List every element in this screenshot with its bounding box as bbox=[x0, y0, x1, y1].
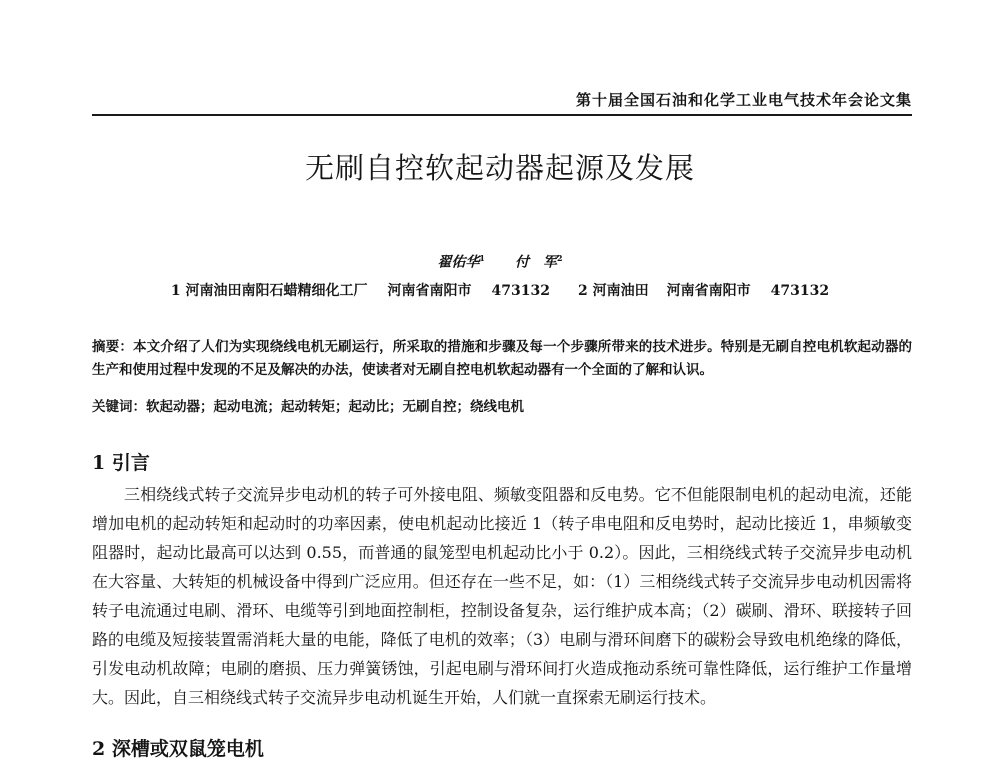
keywords-label: 关键词： bbox=[92, 399, 146, 415]
affiliation-2-zip: 473132 bbox=[770, 283, 830, 299]
paper-title: 无刷自控软起动器起源及发展 bbox=[304, 151, 695, 185]
author-line bbox=[0, 248, 1000, 273]
abstract-label: 摘要： bbox=[92, 339, 134, 355]
abstract-text: 本文介绍了人们为实现绕线电机无刷运行，所采取的措施和步骤及每一个步骤所带来的技术进步。特别是无刷自控电机软起动器的生产和使用过程中发现的不足及解决的办法，使读者对无刷自控电机软起动器有一个全面的了解和认识。 bbox=[92, 339, 913, 378]
section-2-heading: 2 深槽或双鼠笼电机 bbox=[92, 738, 264, 760]
author-2-name: 付 军 bbox=[515, 254, 557, 271]
keywords-text: 软起动器；起动电流；起动转矩；起动比；无刷自控；绕线电机 bbox=[146, 399, 524, 415]
author-2-affil-mark: 2 bbox=[557, 253, 563, 263]
keywords bbox=[92, 396, 912, 418]
section-1-body bbox=[92, 480, 912, 712]
affiliation-1-org: 1 河南油田南阳石蜡精细化工厂 bbox=[170, 283, 368, 299]
running-header: 第十届全国石油和化学工业电气技术年会论文集 bbox=[575, 91, 912, 109]
affiliation-1-location: 河南省南阳市 bbox=[387, 283, 472, 299]
author-1-name: 翟佑华 bbox=[437, 254, 480, 271]
section-1-paragraph: 三相绕线式转子交流异步电动机的转子可外接电阻、频敏变阻器和反电势。它不但能限制电机的起动电流，还能增加电机的起动转矩和起动时的功率因素，使电机起动比接近 1（转子串电阻和反电势时，起动比接近 1，串频敏变阻器时，起动比最高可以达到 0.55，而普通的鼠笼型电机起动比小于 0.2）。因此，三相绕线式转子交流异步电动机在大容量、大转矩的机械设备中得到广泛应用。但还存在一些不足，如：（1）三相绕线式转子交流异步电动机因需将转子电流通过电刷、滑环、电缆等引到地面控制柜，控制设备复杂，运行维护成本高；（2）碳刷、滑环、联接转子回路的电缆及短接装置需消耗大量的电能，降低了电机的效率；（3）电刷与滑环间磨下的碳粉会导致电机绝缘的降低，引发电动机故障；电刷的磨损、压力弹簧锈蚀，引起电刷与滑环间打火造成拖动系统可靠性降低，运行维护工作量增大。因此，自三相绕线式转子交流异步电动机诞生开始，人们就一直探索无刷运行技术。 bbox=[92, 485, 912, 707]
author-1-affil-mark: 1 bbox=[479, 253, 485, 263]
header-rule bbox=[92, 114, 912, 116]
section-1-heading: 1 引言 bbox=[92, 452, 150, 474]
affiliation-2-location: 河南省南阳市 bbox=[666, 283, 751, 299]
affiliation-2-org: 2 河南油田 bbox=[578, 283, 649, 299]
affiliation-line bbox=[0, 281, 1000, 301]
affiliation-1-zip: 473132 bbox=[491, 283, 550, 299]
abstract bbox=[92, 336, 912, 381]
